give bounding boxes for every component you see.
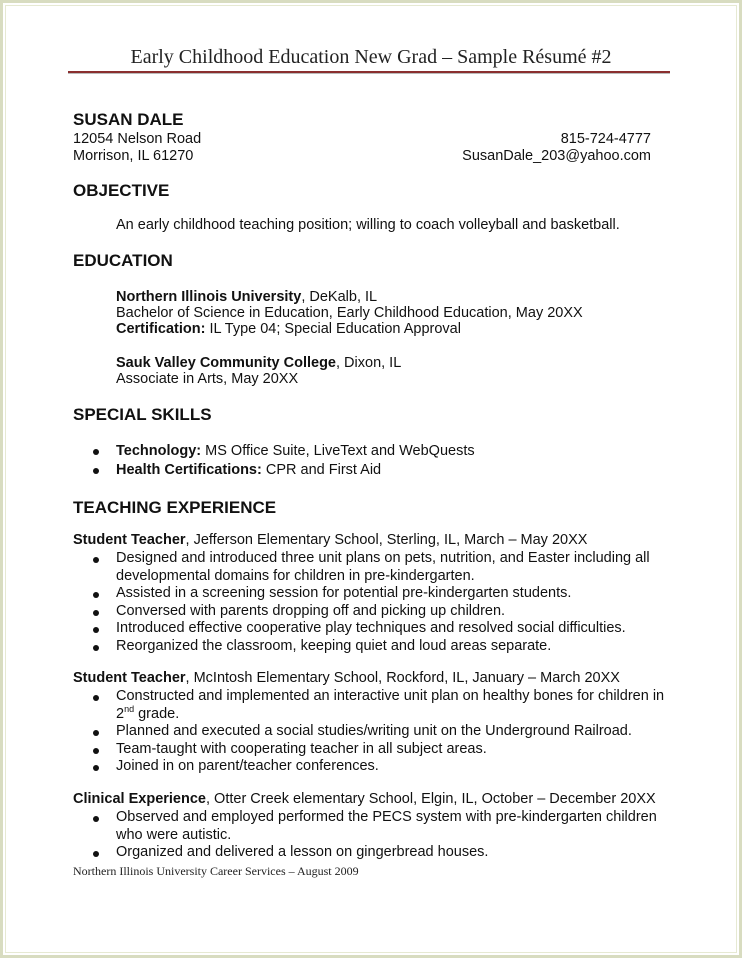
job-2-role: Student Teacher bbox=[73, 670, 186, 686]
job-bullet-text: Constructed and implemented an interactive unit plan on healthy bones for children in bbox=[116, 688, 665, 704]
skill-item bbox=[73, 461, 673, 480]
objective-heading: OBJECTIVE bbox=[73, 181, 170, 200]
bullet-dot bbox=[93, 592, 99, 598]
bullet-dot bbox=[93, 851, 99, 857]
job-bullet-text: Joined in on parent/teacher conferences. bbox=[116, 758, 379, 774]
city-state-zip: Morrison, IL 61270 bbox=[73, 148, 194, 164]
bullet-dot bbox=[93, 816, 99, 822]
job-bullet bbox=[73, 620, 673, 638]
job-bullet bbox=[73, 809, 673, 844]
job-3-role: Clinical Experience bbox=[73, 791, 206, 807]
school-1-line bbox=[116, 289, 377, 306]
bullet-dot bbox=[93, 627, 99, 633]
skill-text: MS Office Suite, LiveText and WebQuests bbox=[201, 443, 475, 459]
bullet-dot bbox=[93, 610, 99, 616]
applicant-name: SUSAN DALE bbox=[73, 110, 184, 129]
certification-label: Certification: bbox=[116, 321, 206, 337]
bullet-dot bbox=[93, 557, 99, 563]
job-bullet bbox=[73, 741, 673, 759]
objective-text: An early childhood teaching position; willing to coach volleyball and basketball. bbox=[116, 217, 620, 233]
bullet-dot bbox=[93, 765, 99, 771]
job-2-bullets bbox=[73, 688, 673, 776]
phone-number: 815-724-4777 bbox=[560, 131, 651, 147]
job-3-title-line bbox=[73, 791, 656, 808]
job-2-title-line bbox=[73, 670, 620, 687]
skill-label: Health Certifications: bbox=[116, 462, 262, 478]
job-bullet-text: Organized and delivered a lesson on gingerbread houses. bbox=[116, 844, 489, 860]
job-bullet bbox=[73, 688, 673, 723]
job-bullet-text: Observed and employed performed the PECS system with pre-kindergarten children who were autistic. bbox=[116, 809, 657, 843]
bullet-dot bbox=[93, 748, 99, 754]
job-bullet-text: Assisted in a screening session for potential pre-kindergarten students. bbox=[116, 585, 572, 601]
skills-list bbox=[73, 442, 673, 480]
job-3-details: , Otter Creek elementary School, Elgin, IL, October – December 20XX bbox=[205, 791, 656, 807]
page-footer: Northern Illinois University Career Services – August 2009 bbox=[73, 864, 359, 878]
school-2-line bbox=[116, 355, 401, 372]
job-2-details: , McIntosh Elementary School, Rockford, IL, January – March 20XX bbox=[185, 670, 620, 686]
job-bullet bbox=[73, 585, 673, 603]
grade-number: 2 bbox=[116, 705, 125, 722]
job-bullet bbox=[73, 758, 673, 776]
bullet-dot bbox=[93, 730, 99, 736]
bullet-dot bbox=[93, 645, 99, 651]
school-2-name: Sauk Valley Community College bbox=[116, 355, 336, 371]
school-2-location: , Dixon, IL bbox=[336, 355, 402, 371]
grade-word: grade. bbox=[134, 705, 180, 722]
skills-heading: SPECIAL SKILLS bbox=[73, 405, 212, 424]
bullet-dot bbox=[93, 468, 99, 474]
bullet-dot bbox=[93, 695, 99, 701]
job-1-title-line bbox=[73, 532, 587, 549]
job-1-details: , Jefferson Elementary School, Sterling, IL, March – May 20XX bbox=[185, 532, 588, 548]
job-bullet-text: Conversed with parents dropping off and picking up children. bbox=[116, 602, 506, 619]
job-bullet-text: Planned and executed a social studies/writing unit on the Underground Railroad. bbox=[116, 723, 632, 739]
job-bullet-text: Team-taught with cooperating teacher in all subject areas. bbox=[116, 740, 487, 757]
job-bullet bbox=[73, 550, 673, 585]
grade-suffix: nd bbox=[124, 703, 135, 714]
experience-heading: TEACHING EXPERIENCE bbox=[73, 498, 277, 517]
document-title: Early Childhood Education New Grad – Sample Résumé #2 bbox=[130, 46, 612, 68]
skill-item bbox=[73, 442, 673, 461]
job-bullet bbox=[73, 844, 673, 862]
email-address: SusanDale_203@yahoo.com bbox=[462, 148, 651, 164]
job-bullet bbox=[73, 723, 673, 741]
job-bullet bbox=[73, 603, 673, 621]
certification-line bbox=[116, 321, 461, 338]
certification-text: IL Type 04; Special Education Approval bbox=[205, 321, 461, 337]
street-address: 12054 Nelson Road bbox=[73, 131, 202, 147]
school-1-degree: Bachelor of Science in Education, Early Childhood Education, May 20XX bbox=[116, 305, 583, 321]
education-heading: EDUCATION bbox=[73, 251, 173, 270]
job-3-bullets bbox=[73, 809, 673, 862]
job-bullet-text: Introduced effective cooperative play techniques and resolved social difficulties. bbox=[116, 620, 626, 636]
job-bullet bbox=[73, 638, 673, 656]
job-bullet-text: Reorganized the classroom, keeping quiet and loud areas separate. bbox=[116, 637, 552, 654]
job-1-bullets bbox=[73, 550, 673, 655]
skill-text: CPR and First Aid bbox=[261, 462, 382, 478]
title-divider bbox=[68, 71, 670, 74]
school-1-name: Northern Illinois University bbox=[116, 289, 302, 305]
job-1-role: Student Teacher bbox=[73, 532, 186, 548]
school-1-location: , DeKalb, IL bbox=[301, 289, 378, 305]
school-2-degree: Associate in Arts, May 20XX bbox=[116, 371, 299, 387]
job-bullet-text: Designed and introduced three unit plans on pets, nutrition, and Easter including all developmental domains for children in pre-kindergarten. bbox=[116, 550, 650, 584]
bullet-dot bbox=[93, 449, 99, 455]
skill-label: Technology: bbox=[116, 443, 202, 459]
